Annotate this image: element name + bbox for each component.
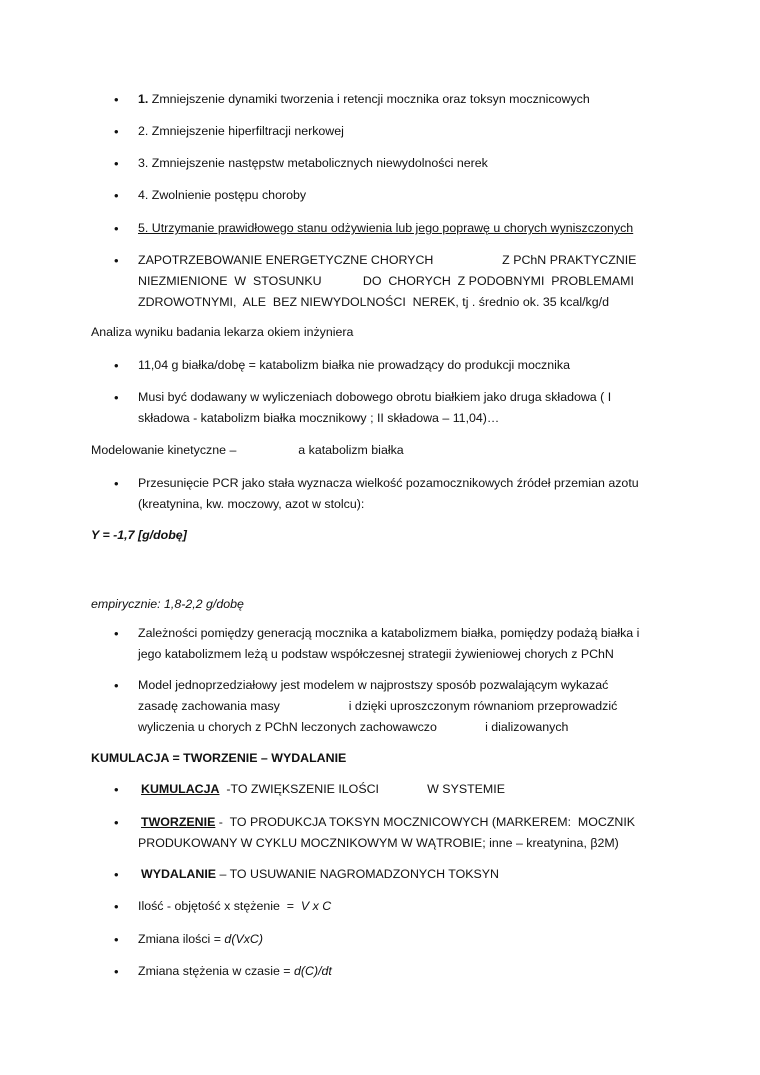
list-item: Zależności pomiędzy generacją mocznika a katabolizmem białka, pomiędzy podażą białka i jego katabolizmem leżą u podstaw współczesnej strategii żywieniowej chorych z PChN (138, 626, 640, 661)
list-item: TWORZENIE - TO PRODUKCJA TOKSYN MOCZNICOWYCH (MARKEREM: MOCZNIK PRODUKOWANY W CYKLU MOCZNIKOWYM W WĄTROBIE; inne – kreatynina, β2M) (138, 815, 636, 850)
formula-y: Y = -1,7 [g/dobę] (91, 528, 187, 542)
bullet: • (114, 188, 119, 203)
bullet: • (114, 932, 119, 947)
bullet: • (114, 124, 119, 139)
bullet: • (114, 358, 119, 373)
empirical-range: empirycznie: 1,8-2,2 g/dobę (91, 597, 244, 611)
list-item: 1. Zmniejszenie dynamiki tworzenia i retencji mocznika oraz toksyn mocznicowych (138, 92, 590, 106)
bullet: • (114, 626, 119, 641)
list-item: Model jednoprzedziałowy jest modelem w najprostszy sposób pozwalającym wykazać zasadę zachowania masy i dzięki uproszczonym równaniom przeprowadzić wyliczenia u chorych z PChN leczonych zachowawczo i dializowanych (138, 678, 618, 734)
list-item: 5. Utrzymanie prawidłowego stanu odżywienia lub jego poprawę u chorych wyniszczonych (138, 221, 634, 235)
list-item: 4. Zwolnienie postępu choroby (138, 188, 307, 202)
bullet: • (114, 253, 119, 268)
bullet: • (114, 156, 119, 171)
list-item: WYDALANIE – TO USUWANIE NAGROMADZONYCH TOKSYN (141, 867, 499, 881)
list-item: Ilość - objętość x stężenie = V x C (138, 899, 332, 913)
bullet: • (114, 867, 119, 882)
bullet: • (114, 221, 119, 236)
list-item: Zmiana stężenia w czasie = d(C)/dt (138, 964, 332, 978)
list-item: 3. Zmniejszenie następstw metabolicznych niewydolności nerek (138, 156, 488, 170)
bullet: • (114, 964, 119, 979)
list-item: Zmiana ilości = d(VxC) (138, 932, 263, 946)
bullet: • (114, 815, 119, 830)
paragraph-modelowanie: Modelowanie kinetyczne – a katabolizm białka (91, 443, 404, 457)
bullet: • (114, 678, 119, 693)
bullet: • (114, 899, 119, 914)
heading-kumulacja: KUMULACJA = TWORZENIE – WYDALANIE (91, 751, 347, 765)
list-item: KUMULACJA -TO ZWIĘKSZENIE ILOŚCI W SYSTEMIE (141, 782, 505, 796)
list-item: 2. Zmniejszenie hiperfiltracji nerkowej (138, 124, 344, 138)
list-item: ZAPOTRZEBOWANIE ENERGETYCZNE CHORYCH Z PChN PRAKTYCZNIE NIEZMIENIONE W STOSUNKU DO CHORYCH Z PODOBNYMI PROBLEMAMI ZDROWOTNYMI, ALE BEZ NIEWYDOLNOŚCI NEREK, tj . średnio ok. 35 kcal/kg/d (138, 253, 637, 309)
list-item: 11,04 g białka/dobę = katabolizm białka nie prowadzący do produkcji mocznika (138, 358, 570, 372)
bullet: • (114, 390, 119, 405)
list-item: Przesunięcie PCR jako stała wyznacza wielkość pozamocznikowych źródeł przemian azotu (kreatynina, kw. moczowy, azot w stolcu): (138, 476, 639, 511)
bullet: • (114, 782, 119, 797)
paragraph-analiza: Analiza wyniku badania lekarza okiem inżyniera (91, 325, 354, 339)
list-item: Musi być dodawany w wyliczeniach dobowego obrotu białkiem jako druga składowa ( I składowa - katabolizm białka mocznikowy ; II składowa – 11,04)… (138, 390, 612, 425)
bullet: • (114, 476, 119, 491)
bullet: • (114, 92, 119, 107)
